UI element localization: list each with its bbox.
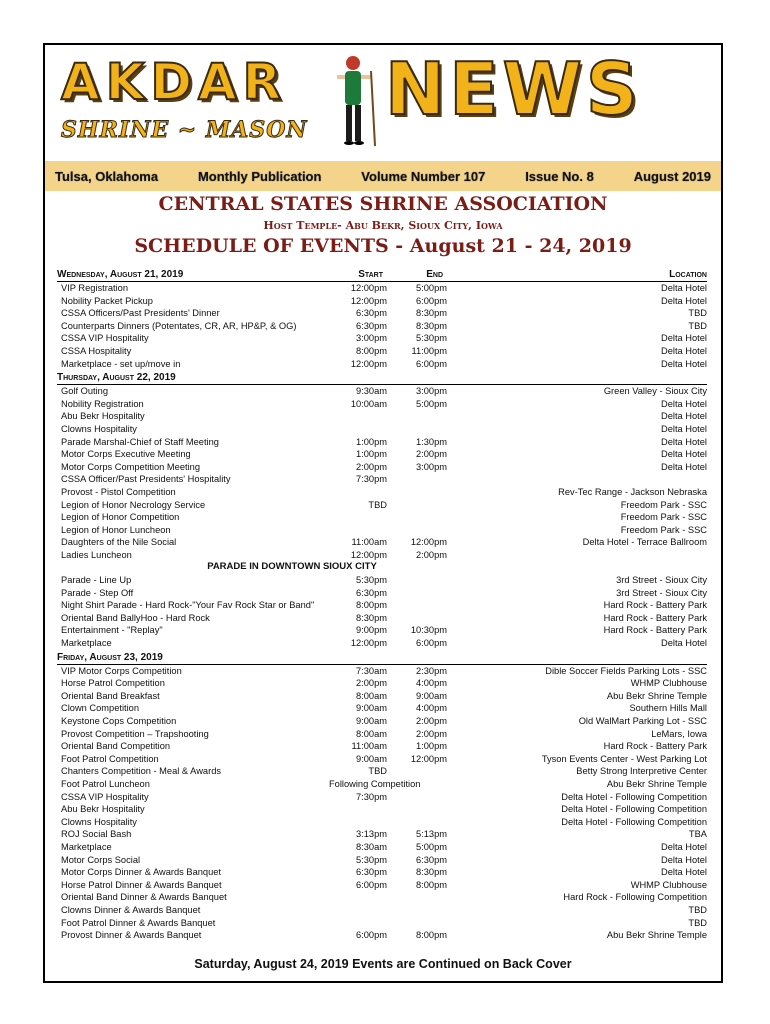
event-location: 3rd Street - Sioux City	[616, 587, 707, 598]
start-time	[329, 917, 387, 930]
end-time	[387, 765, 447, 778]
event-name: Night Shirt Parade - Hard Rock-"Your Fav Rock Star or Band"	[61, 600, 315, 611]
end-time: 4:00pm	[415, 703, 447, 714]
event-name: Marketplace	[61, 841, 112, 852]
end-time: 6:30pm	[415, 854, 447, 865]
event-location: Freedom Park - SSC	[620, 499, 707, 510]
event-location: Delta Hotel - Following Competition	[561, 816, 707, 827]
start-time: 8:00pm	[355, 600, 387, 611]
schedule-row	[57, 854, 707, 867]
end-time: 6:00pm	[415, 638, 447, 649]
event-name: Motor Corps Executive Meeting	[61, 449, 191, 460]
schedule-table	[57, 267, 707, 942]
event-location: Delta Hotel	[661, 867, 707, 878]
newsletter-page	[43, 43, 723, 983]
start-time: 8:00pm	[355, 345, 387, 356]
host-temple-line: Host Temple- Abu Bekr, Sioux City, Iowa	[263, 219, 503, 232]
schedule-row	[57, 320, 707, 333]
end-time	[387, 410, 447, 423]
event-location: Delta Hotel	[661, 423, 707, 434]
schedule-row	[57, 499, 707, 512]
end-time: 8:30pm	[415, 320, 447, 331]
event-location: Delta Hotel - Following Competition	[561, 791, 707, 802]
schedule-row	[57, 740, 707, 753]
event-name: Provost Competition – Trapshooting	[61, 728, 209, 739]
schedule-row	[57, 841, 707, 854]
start-time: 12:00pm	[350, 295, 387, 306]
end-time: 4:00pm	[415, 678, 447, 689]
event-name: Legion of Honor Necrology Service	[61, 499, 206, 510]
event-name: VIP Motor Corps Competition	[61, 665, 182, 676]
end-time	[387, 816, 447, 829]
event-name: Clown Competition	[61, 703, 140, 714]
start-time: 8:00am	[355, 690, 387, 701]
event-location: TBD	[688, 308, 707, 319]
event-name: Oriental Band Breakfast	[61, 690, 160, 701]
schedule-row	[57, 791, 707, 804]
schedule-row	[57, 461, 707, 474]
schedule-row	[57, 803, 707, 816]
event-name: Parade Marshal-Chief of Staff Meeting	[61, 436, 219, 447]
event-location: Abu Bekr Shrine Temple	[606, 930, 707, 941]
start-time: 8:00am	[355, 728, 387, 739]
noble-figure-illustration	[325, 51, 385, 151]
event-location: 3rd Street - Sioux City	[616, 575, 707, 586]
end-time: 3:00pm	[415, 461, 447, 472]
event-location: Delta Hotel	[661, 283, 707, 293]
event-location: WHMP Clubhouse	[630, 879, 707, 890]
column-header-start: Start	[358, 269, 383, 280]
event-location: Delta Hotel	[661, 461, 707, 472]
event-name: Horse Patrol Dinner & Awards Banquet	[61, 879, 222, 890]
end-time: 9:00am	[415, 690, 447, 701]
end-time: 1:30pm	[415, 436, 447, 447]
end-time	[387, 917, 447, 930]
start-time: 7:30am	[355, 665, 387, 676]
start-time: 8:30pm	[355, 612, 387, 623]
end-time	[387, 524, 447, 537]
schedule-row	[57, 637, 707, 650]
start-time: 12:00pm	[350, 358, 387, 369]
start-time	[329, 803, 387, 816]
start-time: 9:00am	[355, 753, 387, 764]
schedule-row	[57, 473, 707, 486]
info-date: August 2019	[633, 168, 711, 184]
start-time	[329, 904, 387, 917]
schedule-row	[57, 904, 707, 917]
end-time: 5:00pm	[415, 283, 447, 293]
event-name: Oriental Band BallyHoo - Hard Rock	[61, 612, 210, 623]
event-location: Betty Strong Interpretive Center	[576, 766, 707, 777]
schedule-row	[57, 549, 707, 562]
akdar-logo-text: AKDAR	[61, 53, 288, 111]
event-name: Foot Patrol Luncheon	[61, 778, 150, 789]
start-time	[329, 891, 387, 904]
event-name: Motor Corps Dinner & Awards Banquet	[61, 867, 222, 878]
end-time: 8:00pm	[415, 879, 447, 890]
event-location: Delta Hotel	[661, 449, 707, 460]
schedule-row	[57, 282, 707, 295]
event-name: Clowns Hospitality	[61, 816, 137, 827]
start-time: 12:00pm	[350, 549, 387, 560]
event-name: CSSA Officer/Past Presidents' Hospitality	[61, 474, 231, 485]
event-name: Keystone Cops Competition	[61, 716, 177, 726]
end-time: 2:00pm	[415, 728, 447, 739]
day-header-thursday	[57, 371, 707, 385]
end-time	[387, 803, 447, 816]
column-header-location: Location	[669, 269, 707, 280]
start-time: 2:00pm	[355, 678, 387, 689]
end-time: 1:00pm	[415, 741, 447, 752]
schedule-row	[57, 929, 707, 942]
start-time: 10:00am	[350, 398, 387, 409]
event-location	[447, 473, 707, 486]
schedule-row	[57, 728, 707, 741]
start-time: 9:00am	[355, 703, 387, 714]
event-name: Chanters Competition - Meal & Awards	[61, 766, 222, 777]
schedule-row	[57, 410, 707, 423]
event-name: Nobility Registration	[61, 398, 144, 409]
end-time	[387, 599, 447, 612]
event-location: Freedom Park - SSC	[620, 512, 707, 523]
event-name: Foot Patrol Competition	[61, 753, 159, 764]
event-location: Delta Hotel	[661, 333, 707, 344]
start-time: 5:30pm	[355, 575, 387, 586]
event-location: Hard Rock - Following Competition	[563, 892, 707, 903]
event-name: Clowns Hospitality	[61, 423, 137, 434]
start-time: 3:00pm	[355, 333, 387, 344]
schedule-row	[57, 587, 707, 600]
end-time: 5:00pm	[415, 841, 447, 852]
event-name: Daughters of the Nile Social	[61, 537, 177, 548]
schedule-row	[57, 690, 707, 703]
event-location: Hard Rock - Battery Park	[603, 612, 707, 623]
end-time: 5:30pm	[415, 333, 447, 344]
event-location: Delta Hotel - Following Competition	[561, 804, 707, 815]
event-name: Legion of Honor Luncheon	[61, 524, 171, 535]
news-logo-text: NEWS	[385, 47, 642, 131]
event-location: Dible Soccer Fields Parking Lots - SSC	[545, 665, 707, 676]
event-location	[447, 549, 707, 562]
start-time: 5:30pm	[355, 854, 387, 865]
event-name: Entertainment - "Replay"	[61, 625, 163, 636]
event-name: Provost Dinner & Awards Banquet	[61, 930, 202, 941]
schedule-row	[57, 612, 707, 625]
schedule-row	[57, 677, 707, 690]
event-location: TBA	[688, 829, 707, 840]
start-time: 6:30pm	[355, 867, 387, 878]
schedule-row	[57, 917, 707, 930]
schedule-row	[57, 574, 707, 587]
schedule-row	[57, 345, 707, 358]
end-time: 10:30pm	[410, 625, 447, 636]
event-location: Delta Hotel	[661, 295, 707, 306]
info-location: Tulsa, Oklahoma	[55, 168, 159, 184]
start-time	[329, 410, 387, 423]
event-name: Oriental Band Competition	[61, 741, 171, 752]
event-name: Marketplace - set up/move in	[61, 358, 181, 369]
event-location: Delta Hotel	[661, 841, 707, 852]
start-time: 6:30pm	[355, 587, 387, 598]
continued-note: Saturday, August 24, 2019 Events are Continued on Back Cover	[194, 957, 572, 971]
event-name: Parade - Line Up	[61, 575, 132, 586]
end-time	[387, 486, 447, 499]
schedule-row	[57, 536, 707, 549]
event-location: TBD	[688, 320, 707, 331]
parade-rows	[57, 574, 707, 650]
schedule-row	[57, 879, 707, 892]
schedule-row	[57, 423, 707, 436]
event-name: Golf Outing	[61, 386, 109, 397]
start-time: 12:00pm	[350, 638, 387, 649]
event-name: CSSA Hospitality	[61, 345, 132, 356]
event-location: WHMP Clubhouse	[630, 678, 707, 689]
event-name: CSSA VIP Hospitality	[61, 333, 149, 344]
masthead	[45, 45, 721, 157]
schedule-row	[57, 765, 707, 778]
event-name: Provost - Pistol Competition	[61, 486, 176, 497]
start-time: TBD	[368, 499, 387, 510]
event-name: CSSA Officers/Past Presidents' Dinner	[61, 308, 220, 319]
start-time: 9:30am	[355, 386, 387, 397]
event-location: Old WalMart Parking Lot - SSC	[578, 716, 707, 726]
day-title: Wednesday, August 21, 2019	[57, 269, 184, 280]
event-location: Abu Bekr Shrine Temple	[606, 690, 707, 701]
day-title: Friday, August 23, 2019	[57, 651, 163, 663]
friday-rows	[57, 665, 707, 942]
event-name: Motor Corps Social	[61, 854, 141, 865]
schedule-row	[57, 511, 707, 524]
schedule-row	[57, 332, 707, 345]
event-location: Freedom Park - SSC	[620, 524, 707, 535]
start-time: 2:00pm	[355, 461, 387, 472]
event-name: Legion of Honor Competition	[61, 512, 180, 523]
event-location: Delta Hotel - Terrace Ballroom	[582, 537, 707, 548]
schedule-heading: SCHEDULE OF EVENTS - August 21 - 24, 2019	[134, 235, 632, 257]
schedule-row	[57, 448, 707, 461]
event-location: Delta Hotel	[661, 436, 707, 447]
schedule-row	[57, 702, 707, 715]
event-location: Rev-Tec Range - Jackson Nebraska	[558, 486, 707, 497]
start-time: 1:00pm	[355, 436, 387, 447]
day-title: Thursday, August 22, 2019	[57, 372, 176, 384]
end-time: 12:00pm	[410, 537, 447, 548]
event-name: CSSA VIP Hospitality	[61, 791, 149, 802]
start-time: 6:30pm	[355, 320, 387, 331]
event-location: Hard Rock - Battery Park	[603, 741, 707, 752]
event-location: Abu Bekr Shrine Temple	[606, 778, 707, 789]
start-time: 12:00pm	[350, 283, 387, 293]
schedule-row	[57, 866, 707, 879]
end-time: 8:00pm	[415, 930, 447, 941]
schedule-row	[57, 295, 707, 308]
start-time: 9:00am	[355, 716, 387, 726]
start-time: TBD	[368, 766, 387, 777]
event-name: Abu Bekr Hospitality	[61, 804, 145, 815]
start-time: Following Competition	[329, 778, 421, 789]
schedule-row	[57, 385, 707, 398]
event-location: Southern Hills Mall	[629, 703, 707, 714]
schedule-row	[57, 398, 707, 411]
wednesday-rows	[57, 282, 707, 370]
end-time	[387, 511, 447, 524]
start-time: 3:13pm	[355, 829, 387, 840]
schedule-row	[57, 753, 707, 766]
end-time: 5:00pm	[415, 398, 447, 409]
end-time	[387, 778, 447, 791]
start-time	[329, 511, 387, 524]
day-header-friday	[57, 651, 707, 665]
schedule-row	[57, 828, 707, 841]
event-location: Hard Rock - Battery Park	[603, 600, 707, 611]
parade-subheading: PARADE IN DOWNTOWN SIOUX CITY	[207, 561, 377, 573]
schedule-row	[57, 524, 707, 537]
schedule-row	[57, 891, 707, 904]
start-time: 6:30pm	[355, 308, 387, 319]
event-name: Horse Patrol Competition	[61, 678, 165, 689]
start-time: 7:30pm	[355, 791, 387, 802]
end-time	[387, 612, 447, 625]
end-time: 6:00pm	[415, 358, 447, 369]
schedule-row	[57, 715, 707, 728]
start-time: 11:00am	[351, 741, 387, 752]
end-time	[387, 891, 447, 904]
end-time: 8:30pm	[415, 867, 447, 878]
start-time: 11:00am	[351, 537, 387, 548]
event-name: VIP Registration	[61, 283, 129, 293]
publication-info-bar	[45, 161, 721, 191]
event-name: Ladies Luncheon	[61, 549, 132, 560]
thursday-rows	[57, 385, 707, 561]
end-time: 2:30pm	[415, 665, 447, 676]
schedule-row	[57, 486, 707, 499]
event-location: Delta Hotel	[661, 398, 707, 409]
day-header-wednesday	[57, 268, 707, 282]
end-time	[387, 587, 447, 600]
start-time: 1:00pm	[355, 449, 387, 460]
event-name: Foot Patrol Dinner & Awards Banquet	[61, 917, 216, 928]
end-time: 11:00pm	[411, 345, 447, 356]
event-location: Delta Hotel	[661, 638, 707, 649]
event-location: Delta Hotel	[661, 358, 707, 369]
start-time	[329, 524, 387, 537]
event-name: ROJ Social Bash	[61, 829, 132, 840]
event-name: Parade - Step Off	[61, 587, 134, 598]
event-name: Abu Bekr Hospitality	[61, 411, 145, 422]
end-time: 8:30pm	[415, 308, 447, 319]
event-name: Motor Corps Competition Meeting	[61, 461, 200, 472]
event-location: Green Valley - Sioux City	[603, 386, 707, 397]
end-time	[387, 499, 447, 512]
start-time	[329, 486, 387, 499]
end-time	[387, 423, 447, 436]
event-location: Delta Hotel	[661, 411, 707, 422]
end-time	[387, 791, 447, 804]
schedule-row	[57, 816, 707, 829]
event-name: Oriental Band Dinner & Awards Banquet	[61, 892, 227, 903]
event-name: Nobility Packet Pickup	[61, 295, 153, 306]
event-name: Clowns Dinner & Awards Banquet	[61, 904, 201, 915]
event-location: TBD	[688, 904, 707, 915]
schedule-row	[57, 665, 707, 678]
end-time: 3:00pm	[415, 386, 447, 397]
end-time: 2:00pm	[415, 716, 447, 726]
event-location: Delta Hotel	[661, 345, 707, 356]
info-frequency: Monthly Publication	[197, 168, 322, 184]
end-time: 2:00pm	[415, 549, 447, 560]
event-name: Counterparts Dinners (Potentates, CR, AR, HP&P, & OG)	[61, 320, 297, 331]
schedule-row	[57, 778, 707, 791]
start-time	[329, 816, 387, 829]
schedule-row	[57, 624, 707, 637]
start-time: 7:30pm	[355, 474, 387, 485]
start-time: 8:30am	[355, 841, 387, 852]
schedule-row	[57, 599, 707, 612]
column-header-end: End	[426, 269, 443, 280]
event-name: Marketplace	[61, 638, 112, 649]
start-time: 6:00pm	[355, 879, 387, 890]
schedule-row	[57, 358, 707, 371]
event-location: TBD	[688, 917, 707, 928]
end-time: 12:00pm	[410, 753, 447, 764]
end-time	[387, 473, 447, 486]
schedule-row	[57, 436, 707, 449]
end-time: 2:00pm	[415, 449, 447, 460]
shrine-mason-subtitle: SHRINE ~ MASON	[61, 117, 308, 143]
event-location: Hard Rock - Battery Park	[603, 625, 707, 636]
start-time	[329, 423, 387, 436]
association-heading: CENTRAL STATES SHRINE ASSOCIATION	[158, 193, 608, 215]
start-time: 9:00pm	[355, 625, 387, 636]
start-time: 6:00pm	[355, 930, 387, 941]
event-location: Delta Hotel	[661, 854, 707, 865]
info-volume: Volume Number 107	[361, 168, 486, 184]
info-issue: Issue No. 8	[525, 168, 594, 184]
end-time: 5:13pm	[415, 829, 447, 840]
event-location: LeMars, Iowa	[651, 728, 707, 739]
schedule-row	[57, 307, 707, 320]
end-time	[387, 574, 447, 587]
end-time	[387, 904, 447, 917]
end-time: 6:00pm	[415, 295, 447, 306]
event-location: Tyson Events Center - West Parking Lot	[541, 753, 707, 764]
